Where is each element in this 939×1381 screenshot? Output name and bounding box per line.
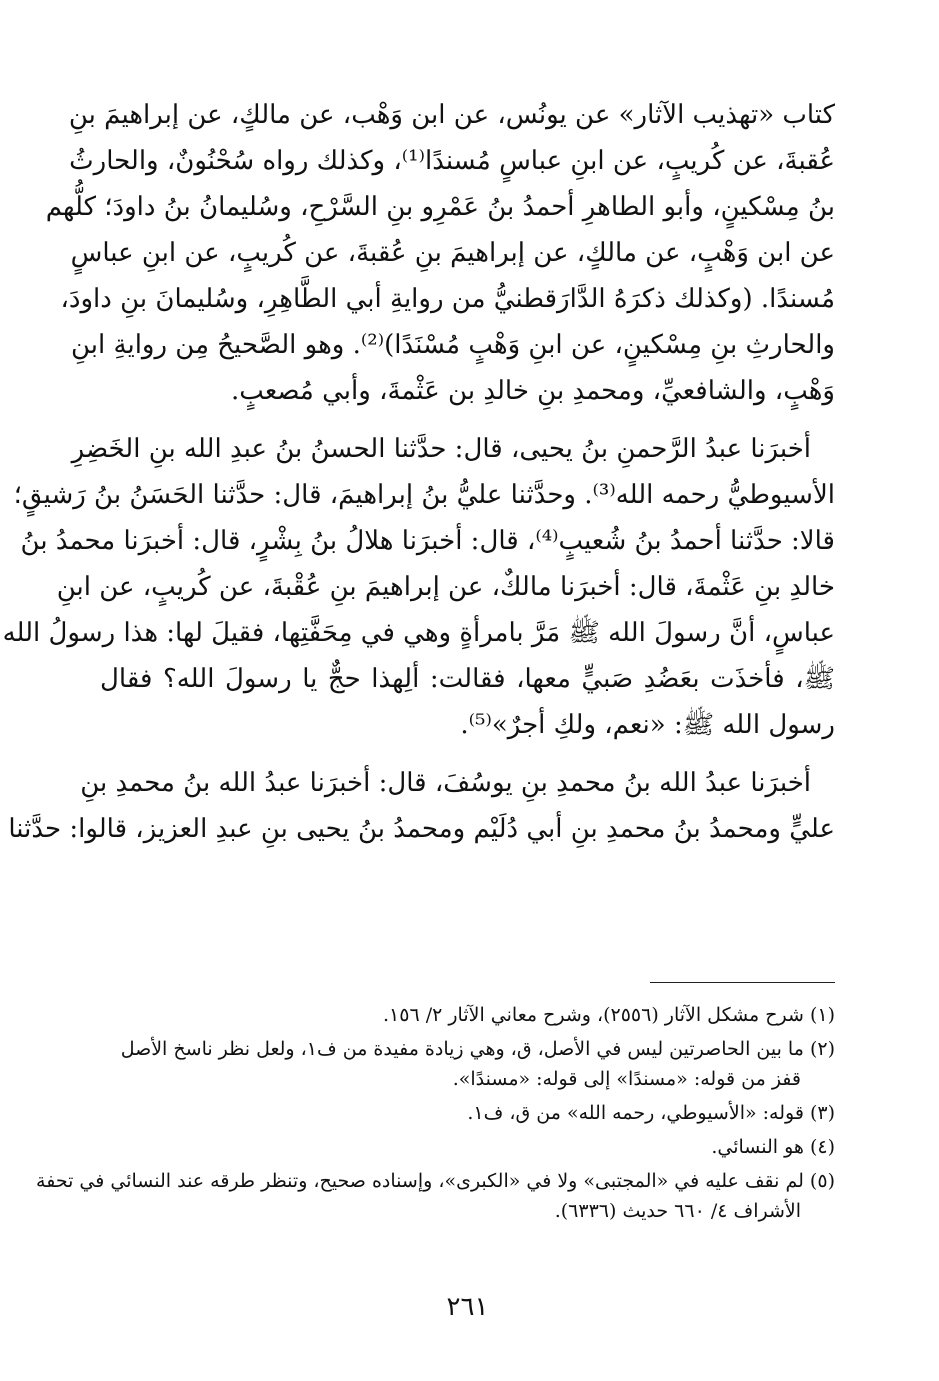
text-line: عباسٍ، أنَّ رسولَ الله ﷺ مَرَّ بامرأةٍ وهي في مِحَفَّتِها، فقيلَ لها: هذا رسولُ الله: [2, 618, 835, 648]
footnote-continuation: قفز من قوله: «مسندًا» إلى قوله: «مسندًا».: [452, 1068, 801, 1090]
footnotes: [36, 1000, 835, 1230]
page-number: ٢٦١: [446, 1292, 489, 1322]
footnote-4: [100, 1132, 835, 1162]
paragraph-2: [2, 426, 835, 748]
text-line: عُقبةَ، عن كُريبٍ، عن ابنِ عباسٍ مُسندًا⁽¹⁾، وكذلك رواه سُحْنُونٌ، والحارثُ: [69, 146, 835, 176]
text-line: خالدِ بنِ عَثْمةَ، قال: أخبرَنا مالكٌ، عن إبراهيمَ بنِ عُقْبةَ، عن كُريبٍ، عن ابنِ: [56, 572, 835, 602]
paragraph-3: [8, 760, 835, 852]
footnote-5: [36, 1166, 835, 1226]
footnote-2: [100, 1034, 835, 1094]
text-line: عن ابن وَهْبٍ، عن مالكٍ، عن إبراهيمَ بنِ عُقبةَ، عن كُريبٍ، عن ابنِ عباسٍ: [70, 238, 835, 268]
footnote-3: [100, 1098, 835, 1128]
footnote-separator: [650, 982, 835, 983]
text-line: أخبرَنا عبدُ الرَّحمنِ بنُ يحيى، قال: حدَّثنا الحسنُ بنُ عبدِ الله بنِ الخَضِرِ: [71, 434, 811, 464]
text-line: رسول الله ﷺ: «نعم، ولكِ أجرٌ»⁽⁵⁾.: [460, 710, 835, 740]
page-body: [2, 92, 835, 1352]
text-line: مُسندًا. (وكذلك ذكرَهُ الدَّارَقطنيُّ من روايةِ أبي الطَّاهِرِ، وسُليمانَ بنِ داودَ،: [60, 284, 835, 314]
footnote-1: [100, 1000, 835, 1030]
text-line: وَهْبٍ، والشافعيِّ، ومحمدِ بنِ خالدِ بن عَثْمةَ، وأبي مُصعبٍ.: [231, 376, 835, 406]
footnote-text: (٥) لم نقف عليه في «المجتبى» ولا في «الكبرى»، وإسناده صحيح، وتنظر طرقه عند النسائي في تحفة: [36, 1170, 835, 1192]
footnote-text: (٣) قوله: «الأسيوطي، رحمه الله» من ق، ف١.: [467, 1102, 835, 1124]
text-line: أخبرَنا عبدُ الله بنُ محمدِ بنِ يوسُفَ، قال: أخبرَنا عبدُ الله بنُ محمدِ بنِ: [80, 768, 811, 798]
text-line: كتاب «تهذيب الآثار» عن يونُس، عن ابن وَهْب، عن مالكٍ، عن إبراهيمَ بنِ: [68, 100, 835, 130]
footnote-continuation: الأشراف ٤/ ٦٦٠ حديث (٦٣٣٦).: [554, 1200, 801, 1222]
text-line: الأسيوطيُّ رحمه الله⁽³⁾. وحدَّثنا عليُّ بنُ إبراهيمَ، قال: حدَّثنا الحَسَنُ بنُ رَشيقٍ؛: [13, 480, 835, 510]
footnote-text: (١) شرح مشكل الآثار (٢٥٥٦)، وشرح معاني الآثار ٢/ ١٥٦.: [382, 1004, 835, 1026]
paragraph-1: [45, 92, 835, 414]
text-line: عليٍّ ومحمدُ بنُ محمدِ بنِ أبي دُلَيْم ومحمدُ بنُ يحيى بنِ عبدِ العزيز، قالوا: حدَّثنا: [8, 814, 835, 844]
footnote-text: (٤) هو النسائي.: [711, 1136, 835, 1158]
text-line: ﷺ، فأخذَت بعَضُدِ صَبيٍّ معها، فقالت: ألِهذا حجٌّ يا رسولَ الله؟ فقال: [100, 664, 835, 694]
text-line: بنُ مِسْكينٍ، وأبو الطاهرِ أحمدُ بنُ عَمْرِو بنِ السَّرْحِ، وسُليمانُ بنُ داودَ؛ كلُّهم: [45, 192, 835, 222]
text-line: والحارثِ بنِ مِسْكينٍ، عن ابنِ وَهْبٍ مُسْنَدًا)⁽²⁾. وهو الصَّحيحُ مِن روايةِ ابنِ: [71, 330, 835, 360]
text-line: قالا: حدَّثنا أحمدُ بنُ شُعيبٍ⁽⁴⁾، قال: أخبرَنا هلالُ بنُ بِشْرٍ، قال: أخبرَنا محمدُ بنُ: [20, 526, 835, 556]
footnote-text: (٢) ما بين الحاصرتين ليس في الأصل، ق، وهي زيادة مفيدة من ف١، ولعل نظر ناسخ الأصل: [120, 1038, 835, 1060]
